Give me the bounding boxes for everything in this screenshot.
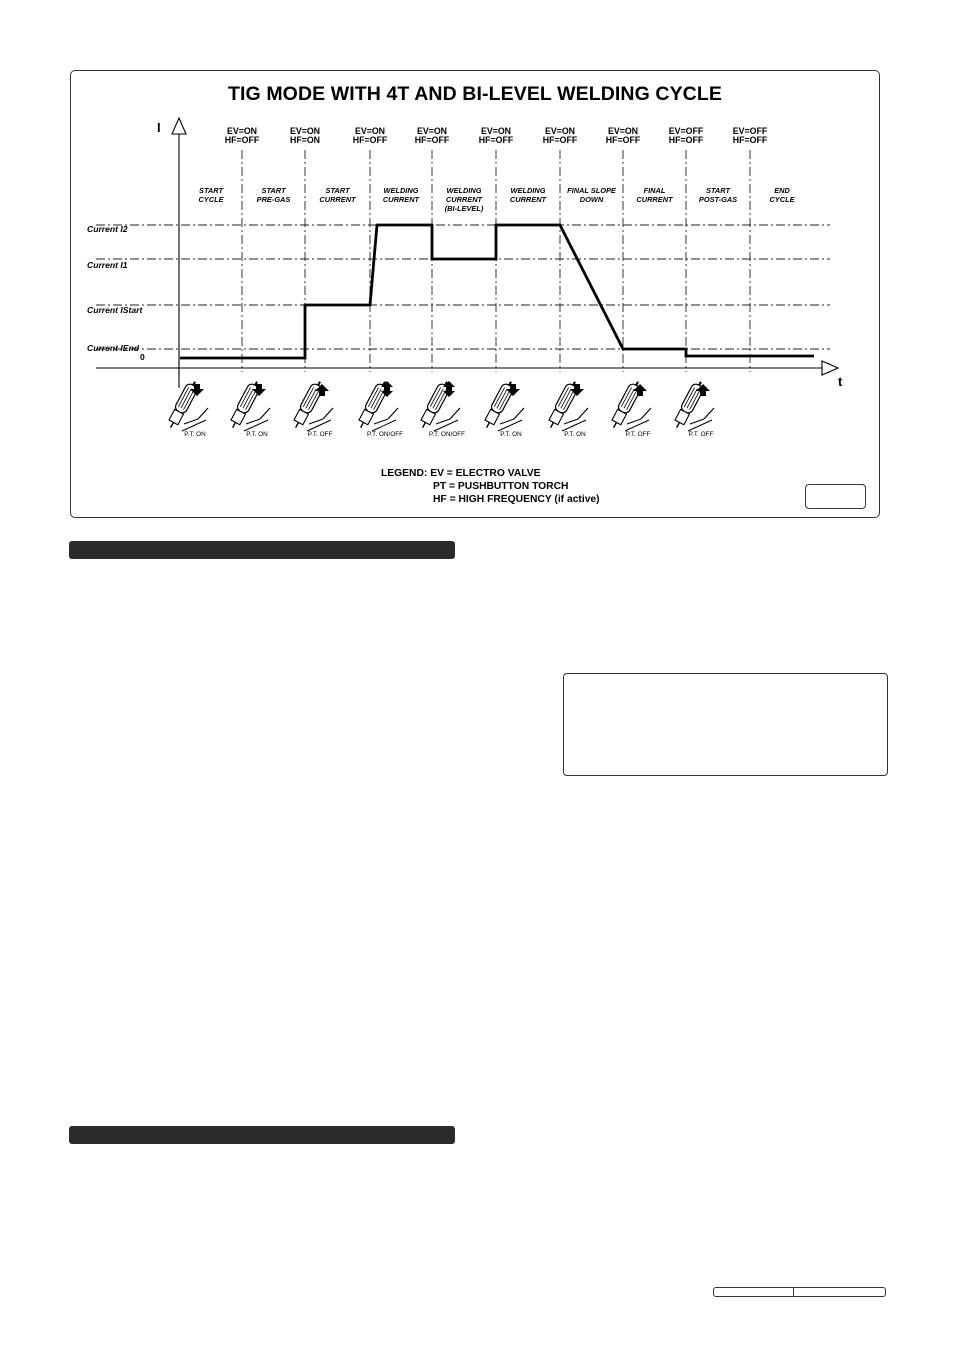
ev-state-text: EV=ON [480,126,512,136]
phase-name-line: (BI-LEVEL) [444,204,484,213]
ev-state-text: EV=ON [289,126,321,136]
ev-hf-state-label [471,127,521,145]
hf-state-text: HF=OFF [478,135,514,145]
phase-name-label [559,186,625,204]
phase-name-line: CYCLE [769,195,795,204]
pushbutton-state-label: P.T. OFF [307,431,333,438]
phase-name-line: CURRENT [509,195,547,204]
ev-hf-state-label [598,127,648,145]
phase-name-label [305,186,371,204]
phase-name-line: CYCLE [198,195,224,204]
hf-state-text: HF=OFF [352,135,388,145]
phase-name-line: START [706,186,730,195]
phase-name-label [178,186,244,204]
ev-state-text: EV=ON [354,126,386,136]
phase-name-line: WELDING [383,186,419,195]
phase-name-line: PRE-GAS [256,195,291,204]
ev-hf-state-label [345,127,395,145]
hf-state-text: HF=OFF [224,135,260,145]
phase-name-line: CURRENT [445,195,483,204]
pushbutton-state-label: P.T. ON [564,431,586,438]
hf-state-text: HF=OFF [668,135,704,145]
torch-icon [290,379,333,431]
x-axis-arrowhead [822,361,838,375]
y-level-label-zero: 0 [140,352,145,362]
phase-name-label [431,186,497,213]
phase-name-line: WELDING [446,186,482,195]
phase-name-line: FINAL SLOPE [567,186,616,195]
section-header-bar-1 [69,541,455,559]
footer-box [713,1287,886,1297]
ev-state-text: EV=ON [226,126,258,136]
ev-hf-state-label [725,127,775,145]
info-box [563,673,888,776]
hf-state-text: HF=OFF [542,135,578,145]
section-header-bar-2 [69,1126,455,1144]
ev-state-text: EV=ON [607,126,639,136]
phase-name-label [749,186,815,204]
phase-name-line: END [774,186,790,195]
y-axis-arrowhead [172,118,186,134]
phase-name-label [241,186,307,204]
torch-icon [227,379,270,431]
hf-state-text: HF=ON [289,135,321,145]
ev-hf-state-label [280,127,330,145]
torch-icon [545,379,588,431]
ev-state-text: EV=ON [544,126,576,136]
torch-icon [608,379,651,431]
ev-hf-state-label [407,127,457,145]
phase-name-line: CURRENT [382,195,420,204]
ev-hf-state-label [535,127,585,145]
phase-name-label [622,186,688,204]
phase-name-line: FINAL [643,186,666,195]
phase-name-line: START [261,186,286,195]
y-level-label-i2: Current I2 [87,224,128,234]
phase-name-label [495,186,561,204]
footer-divider [793,1287,794,1297]
pushbutton-state-label: P.T. OFF [688,431,714,438]
pushbutton-state-label: P.T. ON [500,431,522,438]
ev-state-text: EV=OFF [668,126,704,136]
ev-state-text: EV=OFF [732,126,768,136]
y-axis-label: I [157,120,161,135]
ev-state-text: EV=ON [416,126,448,136]
phase-name-line: DOWN [579,195,604,204]
legend-line-ev: LEGEND: EV = ELECTRO VALVE [381,468,541,479]
pushbutton-state-label: P.T. ON [246,431,268,438]
y-level-label-i1: Current I1 [87,260,128,270]
legend-line-hf: HF = HIGH FREQUENCY (if active) [433,494,600,505]
torch-icon [165,379,208,431]
phase-name-label [368,186,434,204]
current-trace-line [180,225,814,358]
torch-icon [481,379,524,431]
legend-line-pt: PT = PUSHBUTTON TORCH [433,481,569,492]
hf-state-text: HF=OFF [605,135,641,145]
pushbutton-state-label: P.T. ON [184,431,206,438]
y-level-label-istart: Current IStart [87,305,143,315]
ev-hf-state-label [661,127,711,145]
phase-name-line: WELDING [510,186,546,195]
pushbutton-state-label: P.T. OFF [625,431,651,438]
x-axis-label: t [838,374,843,389]
hf-state-text: HF=OFF [732,135,768,145]
phase-name-line: START [325,186,350,195]
figure-reference-box [805,484,866,509]
ev-hf-state-label [217,127,267,145]
phase-name-line: POST-GAS [698,195,738,204]
hf-state-text: HF=OFF [414,135,450,145]
phase-name-label [685,186,751,204]
phase-name-line: CURRENT [319,195,356,204]
torch-icon [671,379,714,431]
figure-title: TIG MODE WITH 4T AND BI-LEVEL WELDING CYCLE [228,83,722,105]
pushbutton-state-label: P.T. ON/OFF [428,431,466,438]
phase-name-line: START [199,186,223,195]
y-level-label-iend: Current IEnd [87,343,140,353]
pushbutton-state-label: P.T. ON/OFF [366,431,404,438]
phase-name-line: CURRENT [636,195,673,204]
